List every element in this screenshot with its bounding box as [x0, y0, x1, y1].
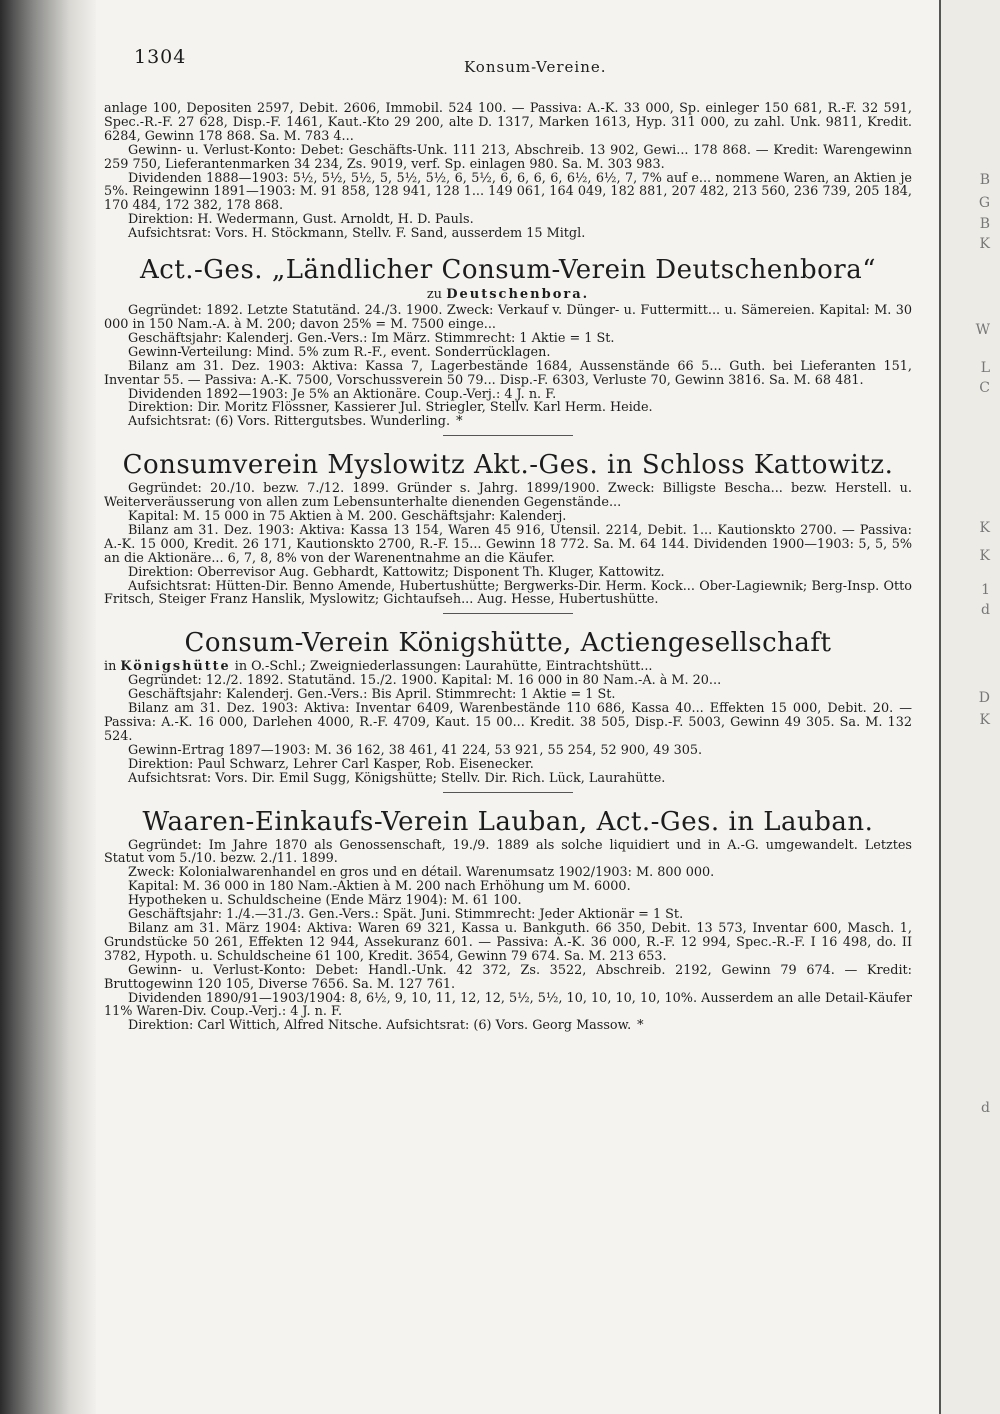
entry-line: Aufsichtsrat: Hütten-Dir. Benno Amende, Hubertushütte; Bergwerks-Dir. Herm. Kock... Ober-Lagiewnik; Berg-Insp. Otto Fritsch, Steiger Franz Hanslik, Myslowitz; Gichtaufseh... Aug. Hesse, Hubertushütte. — [104, 578, 912, 608]
entry-lauban — [104, 807, 912, 1034]
entry-line: Gegründet: 1892. Letzte Statutänd. 24./3. 1900. Zweck: Verkauf v. Dünger- u. Futtermitt... u. Sämereien. Kapital: M. 30 000 in 150 Nam.-A. à M. 200; davon 25% = M. 7500 einge... — [104, 303, 912, 332]
entry-line: Aufsichtsrat: Vors. Dir. Emil Sugg, Königshütte; Stellv. Dir. Rich. Lück, Laurahütte. — [128, 770, 666, 786]
entry-myslowitz — [104, 450, 912, 614]
entry-title: Consum-Verein Königshütte, Actiengesellschaft — [184, 628, 832, 659]
entry-line: Gegründet: Im Jahre 1870 als Genossenschaft, 19./9. 1889 als solche liquidiert und in A.-G. umgewandelt. Letztes Statut vom 5./10. bezw. 2./11. 1899. — [104, 837, 912, 867]
entry-line-last — [104, 1019, 912, 1033]
facing-page-edge — [939, 0, 1000, 1414]
entry-title: Waaren-Einkaufs-Verein Lauban, Act.-Ges. in Lauban. — [142, 806, 874, 837]
entry-line: Gewinn- u. Verlust-Konto: Debet: Geschäfts-Unk. 111 213, Abschreib. 13 902, Gewi... 178 868. — Kredit: Warengewinn 259 750, Lieferantenmarken 34 234, Zs. 9019, verf. Sp. einlagen 980. Sa. M. 303 983. — [104, 142, 912, 172]
entry-line: Aufsichtsrat: (6) Vors. Rittergutsbes. Wunderling. — [128, 414, 451, 430]
entry-line: Geschäftsjahr: Kalenderj. Gen.-Vers.: Bis April. Stimmrecht: 1 Aktie = 1 St. — [128, 687, 616, 703]
entry-line: Direktion: Carl Wittich, Alfred Nitsche. Aufsichtsrat: (6) Vors. Georg Massow. — [128, 1018, 632, 1034]
margin-fragment: K — [979, 236, 990, 252]
entry-subtitle — [104, 287, 912, 302]
entry-continued — [104, 102, 912, 241]
place-name: Königshütte — [120, 659, 231, 675]
entry-line: Bilanz am 31. Dez. 1903: Aktiva: Kassa 13 154, Waren 45 916, Utensil. 2214, Debit. 1... Kautionskto 2700. — Passiva: A.-K. 15 000, Kredit. 26 171, Kautionskto 2700, R.-F. 15... Gewinn 18 772. Sa. M. 64 144. Dividenden 1900—1903: 5, 5, 5% an die Aktionäre... 6, 7, 8, 8% von der Warenentnahme an die Käufer. — [104, 522, 912, 566]
entry-line: Gewinn-Ertrag 1897—1903: M. 36 162, 38 461, 41 224, 53 921, 55 254, 52 900, 49 305. — [128, 742, 703, 758]
margin-fragment: K — [979, 548, 990, 564]
entry-line: Gewinn-Verteilung: Mind. 5% zum R.-F., event. Sonderrücklagen. — [128, 344, 551, 360]
entry-line: anlage 100, Depositen 2597, Debit. 2606, Immobil. 524 100. — Passiva: A.-K. 33 000, Sp. einleger 150 681, R.-F. 32 591, Spec.-R.-F. 27 628, Disp.-F. 1461, Kaut.-Kto 29 200, alte D. 1317, Marken 1613, Hyp. 311 000, zu zahl. Unk. 9811, Kredit. 6284, Gewinn 178 868. Sa. M. 783 4... — [104, 101, 912, 144]
margin-fragment: B — [979, 216, 990, 232]
entry-line: Geschäftsjahr: 1./4.—31./3. Gen.-Vers.: Spät. Juni. Stimmrecht: Jeder Aktionär = 1 St. — [128, 907, 684, 923]
entry-line: Direktion: Oberrevisor Aug. Gebhardt, Kattowitz; Disponent Th. Kluger, Kattowitz. — [128, 564, 665, 580]
entry-line: Bilanz am 31. Dez. 1903: Aktiva: Kassa 7, Lagerbestände 1684, Aussenstände 66 5... Guth. bei Lieferanten 151, Inventar 55. — Passiva: A.-K. 7500, Vorschussverein 50 79... Disp.-F. 6303, Verluste 70, Gewinn 3816. Sa. M. 68 481. — [104, 358, 912, 388]
margin-fragment: d — [981, 602, 990, 618]
section-divider — [443, 613, 573, 614]
entry-deutschenbora — [104, 255, 912, 436]
entry-line: Gegründet: 20./10. bezw. 7./12. 1899. Gründer s. Jahrg. 1899/1900. Zweck: Billigste Bescha... bezw. Herstell. u. Weiterveräusserung von allen zum Lebensunterhalte dienenden Gegenstände... — [104, 481, 912, 511]
place-suffix: in O.-Schl.; Zweigniederlassungen: Laurahütte, Eintrachtshütt... — [234, 659, 653, 675]
entry-line-last — [104, 415, 912, 429]
entry-line: Kapital: M. 36 000 in 180 Nam.-Aktien à M. 200 nach Erhöhung um M. 6000. — [128, 879, 631, 895]
margin-fragment: 1 — [981, 582, 990, 598]
margin-fragment: D — [978, 690, 990, 706]
subtitle-place: Deutschenbora. — [446, 287, 590, 303]
entry-line: Dividenden 1892—1903: Je 5% an Aktionäre. Coup.-Verj.: 4 J. n. F. — [128, 386, 557, 402]
margin-fragment: C — [979, 380, 990, 396]
subtitle-prefix: zu — [426, 287, 443, 303]
page-content — [104, 40, 912, 1033]
entry-line: Aufsichtsrat: Vors. H. Stöckmann, Stellv. F. Sand, ausserdem 15 Mitgl. — [128, 226, 586, 242]
entry-title: Act.-Ges. „Ländlicher Consum-Verein Deutschenbora“ — [139, 255, 877, 286]
entry-line: Gegründet: 12./2. 1892. Statutänd. 15./2. 1900. Kapital: M. 16 000 in 80 Nam.-A. à M. 20... — [128, 673, 722, 689]
entry-line: Direktion: Dir. Moritz Flössner, Kassierer Jul. Striegler, Stellv. Karl Herm. Heide. — [128, 400, 653, 416]
end-mark: * — [637, 1018, 644, 1034]
running-title: Konsum-Vereine. — [464, 58, 607, 76]
entry-line: Dividenden 1890/91—1903/1904: 8, 6½, 9, 10, 11, 12, 12, 5½, 5½, 10, 10, 10, 10, 10%. Ausserdem an alle Detail-Käufer 11% Waren-Div. Coup.-Verj.: 4 J. n. F. — [104, 990, 912, 1020]
entry-koenigshuette — [104, 628, 912, 792]
entry-line: Dividenden 1888—1903: 5½, 5½, 5½, 5, 5½, 5½, 6, 5½, 6, 6, 6, 6, 6½, 6½, 7, 7% auf e... nommene Waren, an Aktien je 5%. Reingewinn 1891—1903: M. 91 858, 128 941, 128 1... 149 061, 164 049, 182 881, 207 482, 213 560, 236 739, 205 184, 170 484, 172 382, 178 868. — [104, 170, 912, 214]
entry-title: Consumverein Myslowitz Akt.-Ges. in Schloss Kattowitz. — [122, 450, 894, 481]
entry-line: Bilanz am 31. Dez. 1903: Aktiva: Inventar 6409, Warenbestände 110 686, Kassa 40... Effekten 15 000, Debit. 20. — Passiva: A.-K. 16 000, Darlehen 4000, R.-F. 4709, Kaut. 15 00... Kredit. 38 505, Disp.-F. 5003, Gewinn 49 305. Sa. M. 132 524. — [104, 701, 912, 744]
margin-fragment: d — [981, 1100, 990, 1116]
entry-place-line — [104, 660, 912, 674]
entry-line: Bilanz am 31. März 1904: Aktiva: Waren 69 321, Kassa u. Bankguth. 66 350, Debit. 13 573, Inventar 600, Masch. 1, Grundstücke 50 261, Effekten 12 944, Assekuranz 601. — Passiva: A.-K. 36 000, R.-F. 12 994, Spec.-R.-F. I 16 498, do. II 3782, Hypoth. u. Schuldscheine 61 100, Kredit. 3654, Gewinn 79 674. Sa. M. 213 653. — [104, 920, 912, 964]
entry-line: Direktion: H. Wedermann, Gust. Arnoldt, H. D. Pauls. — [128, 212, 474, 228]
entry-line: Direktion: Paul Schwarz, Lehrer Carl Kasper, Rob. Eisenecker. — [128, 756, 534, 772]
section-divider — [443, 792, 573, 793]
entry-line: Zweck: Kolonialwarenhandel en gros und en détail. Warenumsatz 1902/1903: M. 800 000. — [128, 865, 715, 881]
running-head — [104, 40, 912, 80]
margin-fragment: K — [979, 520, 990, 536]
margin-fragment: B — [979, 172, 990, 188]
margin-fragment: L — [980, 360, 990, 376]
page-number: 1304 — [134, 46, 187, 68]
book-gutter-shadow — [0, 0, 96, 1414]
section-divider — [443, 435, 573, 436]
margin-fragment: G — [978, 195, 990, 211]
place-prefix: in — [104, 659, 117, 675]
entry-line: Kapital: M. 15 000 in 75 Aktien à M. 200. Geschäftsjahr: Kalenderj. — [128, 509, 567, 525]
margin-fragment: K — [979, 712, 990, 728]
entry-line: Geschäftsjahr: Kalenderj. Gen.-Vers.: Im März. Stimmrecht: 1 Aktie = 1 St. — [128, 330, 615, 346]
entry-line: Gewinn- u. Verlust-Konto: Debet: Handl.-Unk. 42 372, Zs. 3522, Abschreib. 2192, Gewinn 79 674. — Kredit: Bruttogewinn 120 105, Diverse 7656. Sa. M. 127 761. — [104, 962, 912, 992]
entry-line: Hypotheken u. Schuldscheine (Ende März 1904): M. 61 100. — [128, 893, 522, 909]
end-mark: * — [456, 414, 463, 430]
margin-fragment: W — [975, 322, 990, 338]
